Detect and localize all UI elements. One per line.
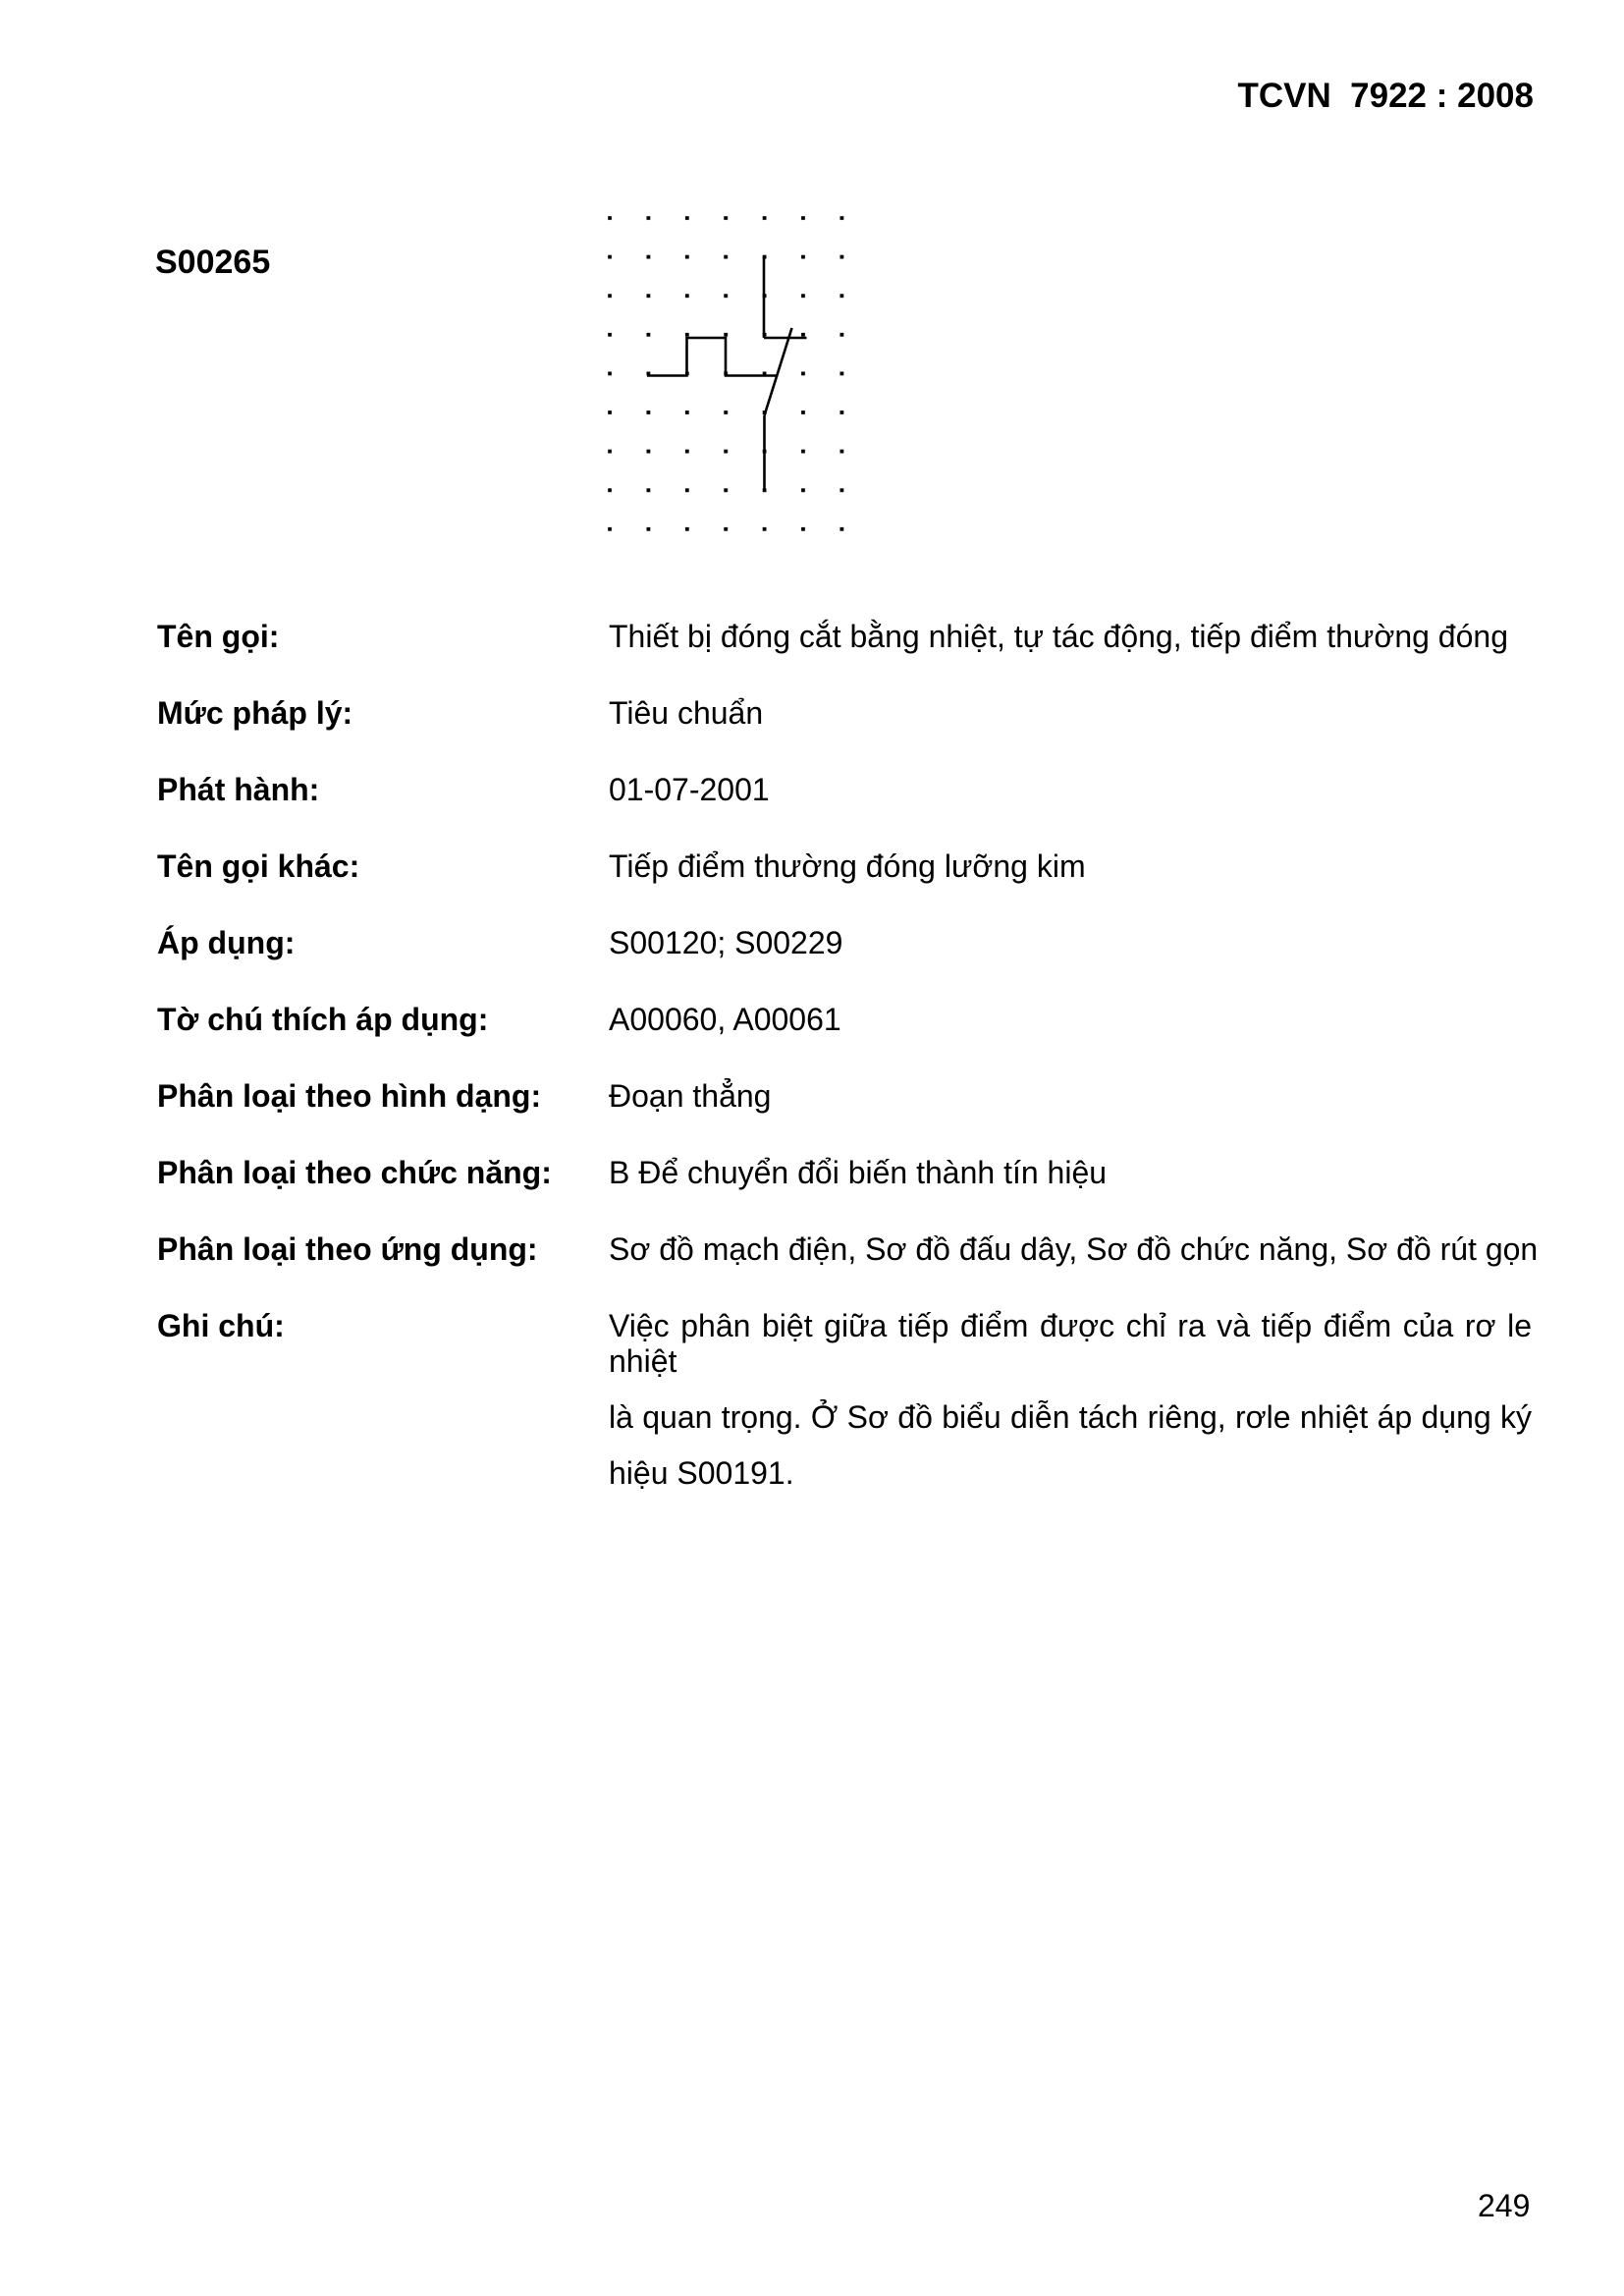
field-value: 01-07-2001: [609, 772, 770, 807]
field-value: Tiêu chuẩn: [609, 695, 764, 731]
note-line: hiệu S00191.: [609, 1455, 794, 1491]
note-line: là quan trọng. Ở Sơ đồ biểu diễn tách riêng, rơle nhiệt áp dụng ký: [609, 1399, 1532, 1435]
field-row-phat-hanh: [157, 772, 1532, 807]
field-label: Mức pháp lý:: [157, 695, 353, 731]
field-label: Phân loại theo ứng dụng:: [157, 1231, 538, 1267]
field-label: Phát hành:: [157, 772, 320, 807]
field-label: Áp dụng:: [157, 925, 296, 960]
field-value: B Để chuyển đổi biến thành tín hiệu: [609, 1155, 1108, 1190]
note-line: Việc phân biệt giữa tiếp điểm được chỉ ra và tiếp điểm của rơ le nhiệt: [609, 1308, 1532, 1379]
field-label: Tên gọi khác:: [157, 848, 360, 884]
field-value: Tiếp điểm thường đóng lưỡng kim: [609, 848, 1086, 884]
symbol-id: S00265: [155, 244, 271, 281]
field-label: Phân loại theo hình dạng:: [157, 1078, 542, 1114]
field-row-ten-goi: [157, 619, 1532, 654]
field-value: Đoạn thẳng: [609, 1078, 772, 1114]
field-label: Tên gọi:: [157, 619, 280, 654]
field-row-ten-goi-khac: [157, 848, 1532, 884]
field-value: S00120; S00229: [609, 925, 843, 960]
field-row-muc-phap-ly: [157, 695, 1532, 731]
standard-header: TCVN 7922 : 2008: [1237, 77, 1534, 115]
field-label: Phân loại theo chức năng:: [157, 1155, 552, 1190]
field-row-ap-dung: [157, 925, 1532, 960]
page-number: 249: [1478, 2188, 1531, 2223]
field-row-phan-loai-ung-dung: [157, 1231, 1539, 1267]
field-row-phan-loai-hinh-dang: [157, 1078, 1532, 1114]
field-row-phan-loai-chuc-nang: [157, 1155, 1532, 1190]
field-label: Ghi chú:: [157, 1308, 285, 1343]
field-value: Sơ đồ mạch điện, Sơ đồ đấu dây, Sơ đồ chức năng, Sơ đồ rút gọn: [609, 1231, 1539, 1267]
field-value: A00060, A00061: [609, 1002, 841, 1037]
field-label: Tờ chú thích áp dụng:: [157, 1002, 489, 1037]
field-table: [157, 619, 1539, 1532]
field-value: Thiết bị đóng cắt bằng nhiệt, tự tác động, tiếp điểm thường đóng: [609, 619, 1508, 654]
field-row-to-chu-thich-ap-dung: [157, 1002, 1532, 1037]
field-value-note: [609, 1308, 1532, 1491]
symbol-diagram: [596, 204, 857, 544]
field-row-ghi-chu: [157, 1308, 1532, 1491]
